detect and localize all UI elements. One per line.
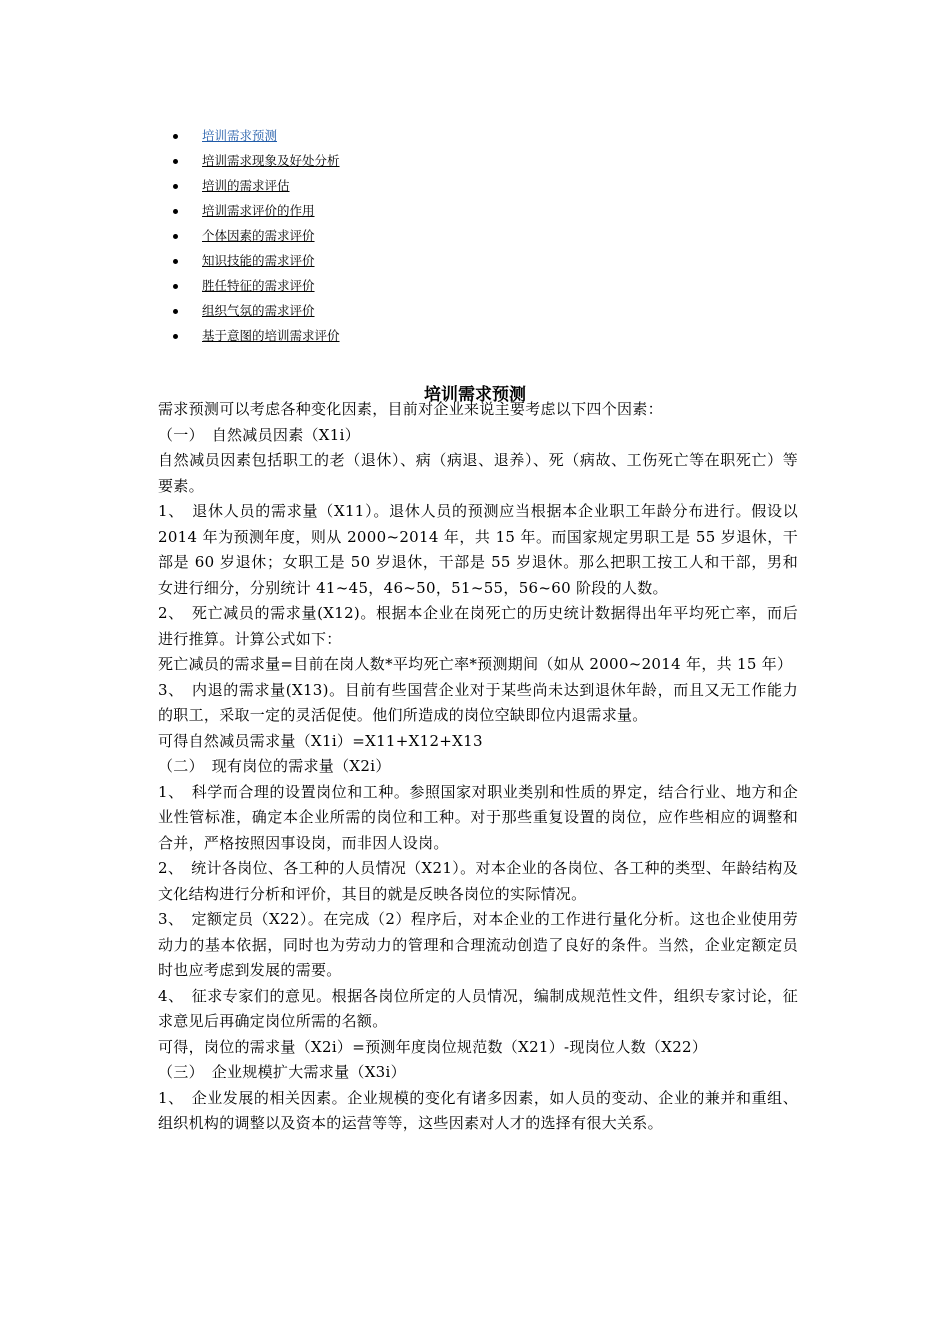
section-title: 培训需求预测 <box>424 385 526 406</box>
toc-link-individual-factors[interactable]: 个体因素的需求评价 <box>202 228 315 243</box>
paragraph: 2、 统计各岗位、各工种的人员情况（X21）。对本企业的各岗位、各工种的类型、年龄结构及文化结构进行分析和评价，其目的就是反映各岗位的实际情况。 <box>158 859 798 903</box>
toc-link-org-climate[interactable]: 组织气氛的需求评价 <box>202 303 315 318</box>
bullet-icon <box>173 159 178 164</box>
table-of-contents <box>160 126 560 351</box>
toc-link-knowledge-skills[interactable]: 知识技能的需求评价 <box>202 253 315 268</box>
section-body <box>158 397 798 1137</box>
toc-item <box>160 251 560 276</box>
bullet-icon <box>173 209 178 214</box>
bullet-icon <box>173 284 178 289</box>
toc-item <box>160 201 560 226</box>
toc-link-training-demand-forecast[interactable]: 培训需求预测 <box>202 128 278 143</box>
toc-link-intent-based[interactable]: 基于意图的培训需求评价 <box>202 328 340 343</box>
paragraph: 4、 征求专家们的意见。根据各岗位所定的人员情况，编制成规范性文件，组织专家讨论，征求意见后再确定岗位所需的名额。 <box>158 986 798 1030</box>
formula-paragraph: 可得，岗位的需求量（X2i）=预测年度岗位规范数（X21）-现岗位人数（X22） <box>158 1037 708 1056</box>
paragraph: 1、 企业发展的相关因素。企业规模的变化有诸多因素，如人员的变动、企业的兼并和重组、组织机构的调整以及资本的运营等等，这些因素对人才的选择有很大关系。 <box>158 1088 798 1132</box>
toc-item <box>160 176 560 201</box>
toc-item <box>160 326 560 351</box>
bullet-icon <box>173 134 178 139</box>
toc-item <box>160 151 560 176</box>
bullet-icon <box>173 259 178 264</box>
toc-link-evaluation-role[interactable]: 培训需求评价的作用 <box>202 203 315 218</box>
toc-link-competency[interactable]: 胜任特征的需求评价 <box>202 278 315 293</box>
toc-item <box>160 276 560 301</box>
toc-link-needs-assessment[interactable]: 培训的需求评估 <box>202 178 290 193</box>
subsection-heading: （三） 企业规模扩大需求量（X3i） <box>158 1063 406 1081</box>
intro-paragraph: 需求预测可以考虑各种变化因素，目前对企业来说主要考虑以下四个因素： <box>158 400 663 418</box>
paragraph: 2、 死亡减员的需求量(X12)。根据本企业在岗死亡的历史统计数据得出年平均死亡率，而后进行推算。计算公式如下： <box>158 604 798 648</box>
bullet-icon <box>173 309 178 314</box>
bullet-icon <box>173 234 178 239</box>
toc-item <box>160 226 560 251</box>
subsection-heading: （二） 现有岗位的需求量（X2i） <box>158 757 391 775</box>
paragraph: 自然减员因素包括职工的老（退休）、病（病退、退养）、死（病故、工伤死亡等在职死亡）等要素。 <box>158 451 798 495</box>
toc-item <box>160 301 560 326</box>
toc-link-demand-phenomenon-analysis[interactable]: 培训需求现象及好处分析 <box>202 153 340 168</box>
subsection-heading: （一） 自然减员因素（X1i） <box>158 425 361 444</box>
formula-paragraph: 死亡减员的需求量=目前在岗人数*平均死亡率*预测期间（如从 2000~2014 年，共 15 年） <box>158 655 793 673</box>
paragraph: 3、 定额定员（X22）。在完成（2）程序后，对本企业的工作进行量化分析。这也企业使用劳动力的基本依据，同时也为劳动力的管理和合理流动创造了良好的条件。当然，企业定额定员时也应考虑到发展的需要。 <box>158 910 798 979</box>
bullet-icon <box>173 334 178 339</box>
toc-item <box>160 126 560 151</box>
paragraph: 3、 内退的需求量(X13)。目前有些国营企业对于某些尚未达到退休年龄，而且又无工作能力的职工，采取一定的灵活促使。他们所造成的岗位空缺即位内退需求量。 <box>158 680 798 724</box>
formula-paragraph: 可得自然减员需求量（X1i）=X11+X12+X13 <box>158 731 483 750</box>
paragraph: 1、 退休人员的需求量（X11）。退休人员的预测应当根据本企业职工年龄分布进行。假设以 2014 年为预测年度，则从 2000~2014 年，共 15 年。而国家规定男职工是 55 岁退休，干部是 60 岁退休；女职工是 50 岁退休，干部是 55 岁退休。那么把职工按工人和干部，男和女进行细分，分别统计 41~45，46~50，51~55，56~60 阶段的人数。 <box>158 502 798 597</box>
bullet-icon <box>173 184 178 189</box>
paragraph: 1、 科学而合理的设置岗位和工种。参照国家对职业类别和性质的界定，结合行业、地方和企业性管标准，确定本企业所需的岗位和工种。对于那些重复设置的岗位，应作些相应的调整和合并，严格按照因事设岗，而非因人设岗。 <box>158 782 798 852</box>
